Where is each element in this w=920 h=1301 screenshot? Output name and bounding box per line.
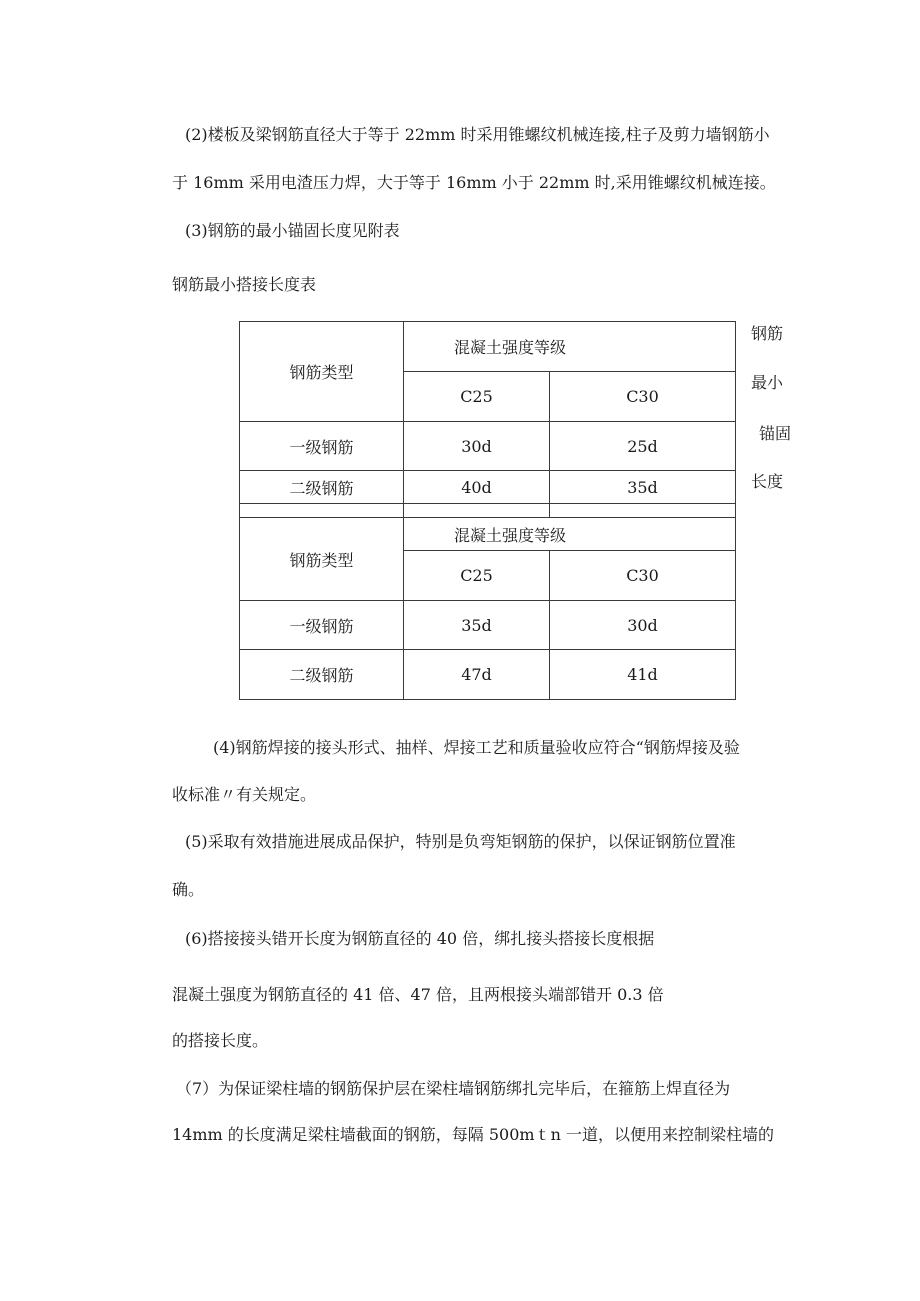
- paragraph-6-line-3: 的搭接长度。: [172, 1031, 269, 1050]
- spacer-cell: [550, 504, 736, 518]
- spacer-cell: [404, 504, 550, 518]
- paragraph-2-line-1: (2)楼板及梁钢筋直径大于等于 22mm 时采用锥螺纹机械连接,柱子及剪力墙钢筋小: [185, 125, 770, 144]
- table-row-type: 一级钢筋: [240, 422, 404, 471]
- paragraph-5-line-2: 确。: [172, 880, 205, 899]
- grade-c25-cell: C25: [404, 372, 550, 422]
- type-header-cell: 钢筋类型: [240, 518, 404, 601]
- side-label-line: 最小: [751, 373, 784, 392]
- side-label-line: 长度: [751, 472, 784, 491]
- table-row-c25: 35d: [404, 601, 550, 650]
- paragraph-5-line-1: (5)采取有效措施进展成品保护，特别是负弯矩钢筋的保护，以保证钢筋位置准: [185, 832, 736, 851]
- table-row-type: 二级钢筋: [240, 471, 404, 504]
- table-row-c25: 30d: [404, 422, 550, 471]
- paragraph-2-line-2: 于 16mm 采用电渣压力焊，大于等于 16mm 小于 22mm 时,采用锥螺纹机械连接。: [172, 173, 776, 192]
- table-row-type: 二级钢筋: [240, 650, 404, 700]
- paragraph-6-line-1: (6)搭接接头错开长度为钢筋直径的 40 倍，绑扎接头搭接长度根据: [185, 929, 655, 948]
- paragraph-4-line-1: (4)钢筋焊接的接头形式、抽样、焊接工艺和质量验收应符合“钢筋焊接及验: [213, 738, 740, 757]
- side-label-line: 钢筋: [751, 324, 784, 343]
- paragraph-4-line-2: 收标准〃有关规定。: [172, 785, 317, 804]
- table-row-c25: 47d: [404, 650, 550, 700]
- paragraph-3: (3)钢筋的最小锚固长度见附表: [185, 221, 400, 240]
- type-header-cell: 钢筋类型: [240, 322, 404, 422]
- grade-header-cell: 混凝土强度等级: [404, 518, 736, 551]
- side-label-line: 锚固: [759, 424, 792, 443]
- paragraph-6-line-2: 混凝土强度为钢筋直径的 41 倍、47 倍，且两根接头端部错开 0.3 倍: [172, 985, 664, 1004]
- table-row-c25: 40d: [404, 471, 550, 504]
- table-title: 钢筋最小搭接长度表: [172, 275, 317, 294]
- rebar-length-table: [239, 321, 736, 700]
- grade-c30-cell: C30: [550, 372, 736, 422]
- table-row-type: 一级钢筋: [240, 601, 404, 650]
- table-row-c30: 35d: [550, 471, 736, 504]
- grade-c25-cell: C25: [404, 551, 550, 601]
- grade-header-cell: 混凝土强度等级: [404, 322, 736, 372]
- table-row-c30: 41d: [550, 650, 736, 700]
- paragraph-7-line-2: 14mm 的长度满足梁柱墙截面的钢筋，每隔 500mｔn 一道，以便用来控制梁柱墙的: [172, 1125, 774, 1144]
- spacer-cell: [240, 504, 404, 518]
- table-row-c30: 25d: [550, 422, 736, 471]
- table-row-c30: 30d: [550, 601, 736, 650]
- paragraph-7-line-1: （7）为保证梁柱墙的钢筋保护层在梁柱墙钢筋绑扎完毕后，在箍筋上焊直径为: [176, 1079, 731, 1098]
- grade-c30-cell: C30: [550, 551, 736, 601]
